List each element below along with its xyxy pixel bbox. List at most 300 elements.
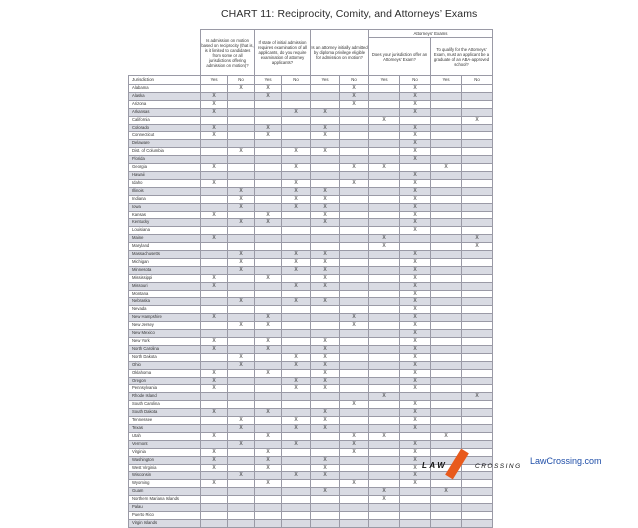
answer-cell — [228, 314, 255, 322]
jurisdiction-name: Wyoming — [129, 480, 201, 488]
answer-cell: X — [282, 164, 311, 172]
answer-cell — [340, 472, 369, 480]
answer-cell — [369, 409, 400, 417]
answer-cell — [431, 338, 462, 346]
answer-cell — [369, 448, 400, 456]
answer-cell — [369, 480, 400, 488]
answer-cell — [462, 440, 493, 448]
answer-cell — [228, 393, 255, 401]
answer-cell: X — [311, 409, 340, 417]
answer-cell — [400, 164, 431, 172]
answer-cell: X — [201, 448, 228, 456]
answer-cell — [311, 322, 340, 330]
answer-cell — [311, 480, 340, 488]
answer-cell — [431, 369, 462, 377]
answer-cell: X — [228, 203, 255, 211]
answer-cell — [462, 290, 493, 298]
answer-cell — [228, 140, 255, 148]
answer-cell: X — [311, 266, 340, 274]
answer-cell — [340, 456, 369, 464]
answer-cell — [431, 385, 462, 393]
answer-cell — [228, 306, 255, 314]
answer-cell — [340, 187, 369, 195]
answer-cell — [311, 179, 340, 187]
answer-cell: X — [369, 488, 400, 496]
answer-cell: X — [340, 100, 369, 108]
answer-cell: X — [282, 298, 311, 306]
answer-cell — [431, 108, 462, 116]
answer-cell: X — [400, 464, 431, 472]
answer-cell — [255, 472, 282, 480]
answer-cell: X — [282, 203, 311, 211]
answer-cell: X — [201, 314, 228, 322]
answer-cell — [282, 92, 311, 100]
table-row — [129, 393, 493, 401]
answer-cell: X — [311, 274, 340, 282]
answer-cell — [431, 298, 462, 306]
table-row — [129, 243, 493, 251]
table-row — [129, 116, 493, 124]
answer-cell: X — [400, 85, 431, 93]
answer-cell: X — [400, 369, 431, 377]
answer-cell: X — [400, 211, 431, 219]
answer-cell — [311, 393, 340, 401]
answer-cell: X — [255, 345, 282, 353]
answer-cell: X — [400, 338, 431, 346]
answer-cell — [311, 227, 340, 235]
answer-cell — [201, 251, 228, 259]
answer-cell — [431, 156, 462, 164]
answer-cell — [340, 369, 369, 377]
answer-cell — [340, 393, 369, 401]
answer-cell — [201, 290, 228, 298]
answer-cell: X — [228, 148, 255, 156]
answer-cell: X — [255, 480, 282, 488]
answer-cell — [340, 124, 369, 132]
document-page — [120, 0, 504, 525]
answer-cell: X — [255, 219, 282, 227]
header-exam-group — [369, 30, 493, 76]
answer-cell: X — [282, 377, 311, 385]
jurisdiction-name: Nebraska — [129, 298, 201, 306]
answer-cell: X — [282, 440, 311, 448]
table-row — [129, 298, 493, 306]
answer-cell — [431, 345, 462, 353]
answer-cell — [369, 92, 400, 100]
answer-cell: X — [282, 282, 311, 290]
answer-cell — [282, 345, 311, 353]
answer-cell — [311, 85, 340, 93]
answer-cell: X — [400, 92, 431, 100]
answer-cell — [462, 124, 493, 132]
answer-cell: X — [340, 314, 369, 322]
answer-cell: X — [228, 361, 255, 369]
answer-cell — [431, 480, 462, 488]
answer-cell — [255, 385, 282, 393]
lawcrossing-logo[interactable] — [421, 451, 529, 477]
table-row — [129, 385, 493, 393]
answer-cell — [431, 171, 462, 179]
answer-cell: X — [201, 235, 228, 243]
answer-cell — [431, 251, 462, 259]
answer-cell — [431, 187, 462, 195]
jurisdiction-name: Dist. of Columbia — [129, 148, 201, 156]
answer-cell — [462, 424, 493, 432]
yes-header: Yes — [431, 76, 462, 85]
answer-cell: X — [400, 314, 431, 322]
answer-cell — [282, 464, 311, 472]
answer-cell — [311, 330, 340, 338]
answer-cell — [255, 179, 282, 187]
no-header: No — [340, 76, 369, 85]
answer-cell — [228, 211, 255, 219]
jurisdiction-name: Indiana — [129, 195, 201, 203]
answer-cell: X — [311, 417, 340, 425]
answer-cell — [228, 504, 255, 512]
jurisdiction-name: California — [129, 116, 201, 124]
answer-cell — [462, 85, 493, 93]
answer-cell — [340, 361, 369, 369]
answer-cell — [311, 290, 340, 298]
answer-cell: X — [340, 322, 369, 330]
answer-cell — [431, 417, 462, 425]
answer-cell — [311, 432, 340, 440]
answer-cell — [431, 179, 462, 187]
answer-cell — [228, 432, 255, 440]
answer-cell: X — [228, 251, 255, 259]
answer-cell: X — [400, 409, 431, 417]
answer-cell — [255, 156, 282, 164]
jurisdiction-name: Pennsylvania — [129, 385, 201, 393]
answer-cell — [431, 377, 462, 385]
answer-cell: X — [255, 211, 282, 219]
table-row — [129, 377, 493, 385]
answer-cell — [228, 488, 255, 496]
answer-cell: X — [282, 148, 311, 156]
answer-cell — [340, 148, 369, 156]
table-row — [129, 92, 493, 100]
no-header: No — [462, 76, 493, 85]
table-row — [129, 417, 493, 425]
jurisdiction-name: New Jersey — [129, 322, 201, 330]
answer-cell — [340, 227, 369, 235]
answer-cell: X — [255, 456, 282, 464]
footer-link[interactable]: LawCrossing.com — [530, 456, 602, 466]
answer-cell — [431, 148, 462, 156]
answer-cell — [282, 456, 311, 464]
answer-cell: X — [400, 227, 431, 235]
no-header: No — [400, 76, 431, 85]
answer-cell — [282, 393, 311, 401]
table-row — [129, 85, 493, 93]
answer-cell: X — [282, 108, 311, 116]
answer-cell: X — [228, 298, 255, 306]
jurisdiction-name: Utah — [129, 432, 201, 440]
answer-cell — [369, 424, 400, 432]
table-row — [129, 401, 493, 409]
answer-cell — [462, 385, 493, 393]
answer-cell: X — [201, 211, 228, 219]
answer-cell — [340, 171, 369, 179]
answer-cell: X — [400, 258, 431, 266]
answer-cell: X — [400, 132, 431, 140]
answer-cell: X — [400, 219, 431, 227]
answer-cell: X — [201, 345, 228, 353]
table-row — [129, 314, 493, 322]
answer-cell: X — [311, 298, 340, 306]
table-row — [129, 432, 493, 440]
answer-cell — [228, 511, 255, 519]
answer-cell — [462, 282, 493, 290]
answer-cell — [431, 511, 462, 519]
answer-cell: X — [400, 108, 431, 116]
answer-cell: X — [340, 440, 369, 448]
answer-cell — [369, 504, 400, 512]
answer-cell: X — [462, 116, 493, 124]
table-row — [129, 306, 493, 314]
answer-cell: X — [369, 235, 400, 243]
answer-cell — [201, 219, 228, 227]
chart-title: CHART 11: Reciprocity, Comity, and Attorneys’ Exams — [221, 8, 478, 20]
answer-cell — [462, 496, 493, 504]
answer-cell — [462, 274, 493, 282]
answer-cell — [282, 100, 311, 108]
table-row — [129, 290, 493, 298]
answer-cell: X — [400, 195, 431, 203]
answer-cell — [282, 211, 311, 219]
answer-cell — [369, 187, 400, 195]
answer-cell — [228, 156, 255, 164]
answer-cell — [201, 511, 228, 519]
answer-cell: X — [201, 369, 228, 377]
answer-cell: X — [282, 187, 311, 195]
answer-cell — [201, 195, 228, 203]
jurisdiction-name: Maryland — [129, 243, 201, 251]
answer-cell — [228, 409, 255, 417]
answer-cell — [431, 282, 462, 290]
jurisdiction-name: Puerto Rico — [129, 511, 201, 519]
answer-cell — [462, 504, 493, 512]
answer-cell — [340, 219, 369, 227]
answer-cell — [255, 203, 282, 211]
jurisdiction-name: Alaska — [129, 92, 201, 100]
answer-cell — [462, 132, 493, 140]
answer-cell — [282, 448, 311, 456]
answer-cell — [431, 361, 462, 369]
answer-cell — [462, 480, 493, 488]
answer-cell — [228, 385, 255, 393]
answer-cell: X — [311, 195, 340, 203]
answer-cell: X — [228, 322, 255, 330]
answer-cell: X — [369, 116, 400, 124]
answer-cell: X — [282, 258, 311, 266]
answer-cell: X — [431, 164, 462, 172]
answer-cell: X — [311, 338, 340, 346]
answer-cell — [462, 171, 493, 179]
answer-cell: X — [201, 124, 228, 132]
answer-cell — [340, 140, 369, 148]
answer-cell: X — [255, 132, 282, 140]
answer-cell — [462, 519, 493, 527]
answer-cell — [201, 472, 228, 480]
answer-cell — [228, 274, 255, 282]
answer-cell — [228, 116, 255, 124]
jurisdiction-name: North Carolina — [129, 345, 201, 353]
answer-cell — [369, 369, 400, 377]
answer-cell: X — [201, 385, 228, 393]
answer-cell: X — [311, 456, 340, 464]
answer-cell — [255, 353, 282, 361]
answer-cell: X — [255, 409, 282, 417]
table-row — [129, 274, 493, 282]
answer-cell — [282, 306, 311, 314]
jurisdiction-name: Missouri — [129, 282, 201, 290]
answer-cell: X — [400, 100, 431, 108]
answer-cell — [369, 258, 400, 266]
answer-cell — [369, 306, 400, 314]
answer-cell — [369, 314, 400, 322]
answer-cell — [282, 330, 311, 338]
answer-cell: X — [228, 258, 255, 266]
header-q1: Is admission on motion based on reciprocity (that is, is it limited to candidates from some or all jurisdictions offering admission on motion)? — [201, 30, 255, 76]
answer-cell: X — [400, 187, 431, 195]
answer-cell — [228, 464, 255, 472]
answer-cell — [431, 227, 462, 235]
answer-cell: X — [340, 401, 369, 409]
answer-cell: X — [400, 124, 431, 132]
answer-cell — [201, 519, 228, 527]
answer-cell — [369, 195, 400, 203]
answer-cell — [462, 164, 493, 172]
answer-cell — [228, 338, 255, 346]
answer-cell — [282, 432, 311, 440]
answer-cell — [462, 298, 493, 306]
jurisdiction-name: Oklahoma — [129, 369, 201, 377]
answer-cell — [311, 100, 340, 108]
answer-cell: X — [228, 187, 255, 195]
answer-cell — [282, 243, 311, 251]
answer-cell — [462, 417, 493, 425]
answer-cell — [369, 140, 400, 148]
answer-cell — [462, 140, 493, 148]
answer-cell — [311, 164, 340, 172]
answer-cell — [462, 148, 493, 156]
answer-cell — [462, 361, 493, 369]
jurisdiction-name: Virginia — [129, 448, 201, 456]
answer-cell — [282, 227, 311, 235]
answer-cell — [340, 496, 369, 504]
header-attorneys-exams: Attorneys’ Exams — [369, 30, 492, 38]
jurisdiction-name: Idaho — [129, 179, 201, 187]
answer-cell — [369, 464, 400, 472]
answer-cell — [369, 179, 400, 187]
answer-cell — [282, 124, 311, 132]
answer-cell — [431, 124, 462, 132]
answer-cell — [340, 298, 369, 306]
answer-cell — [201, 171, 228, 179]
table-row — [129, 266, 493, 274]
answer-cell — [255, 235, 282, 243]
answer-cell — [201, 187, 228, 195]
answer-cell: X — [431, 488, 462, 496]
answer-cell: X — [201, 108, 228, 116]
table-row — [129, 171, 493, 179]
answer-cell — [369, 330, 400, 338]
jurisdiction-name: Iowa — [129, 203, 201, 211]
answer-cell: X — [369, 393, 400, 401]
jurisdiction-name: Colorado — [129, 124, 201, 132]
answer-cell: X — [255, 322, 282, 330]
yes-no-header-row — [129, 76, 493, 85]
answer-cell: X — [311, 369, 340, 377]
answer-cell — [255, 108, 282, 116]
answer-cell — [282, 409, 311, 417]
answer-cell — [201, 330, 228, 338]
table-row — [129, 203, 493, 211]
answer-cell: X — [400, 203, 431, 211]
answer-cell — [340, 195, 369, 203]
answer-cell — [201, 258, 228, 266]
answer-cell — [369, 171, 400, 179]
answer-cell — [340, 258, 369, 266]
answer-cell: X — [201, 480, 228, 488]
answer-cell — [340, 464, 369, 472]
jurisdiction-name: Minnesota — [129, 266, 201, 274]
answer-cell — [311, 448, 340, 456]
answer-cell — [282, 314, 311, 322]
answer-cell — [369, 361, 400, 369]
answer-cell — [228, 377, 255, 385]
answer-cell — [369, 353, 400, 361]
answer-cell — [340, 282, 369, 290]
answer-cell — [369, 156, 400, 164]
answer-cell — [282, 290, 311, 298]
answer-cell — [462, 227, 493, 235]
answer-cell — [311, 519, 340, 527]
answer-cell — [462, 369, 493, 377]
answer-cell: X — [282, 353, 311, 361]
answer-cell — [228, 519, 255, 527]
answer-cell — [201, 322, 228, 330]
answer-cell — [369, 124, 400, 132]
table-row — [129, 424, 493, 432]
answer-cell — [369, 385, 400, 393]
table-row — [129, 353, 493, 361]
answer-cell: X — [201, 432, 228, 440]
answer-cell — [228, 401, 255, 409]
answer-cell — [340, 504, 369, 512]
answer-cell — [340, 417, 369, 425]
answer-cell — [369, 211, 400, 219]
answer-cell — [369, 472, 400, 480]
answer-cell — [282, 496, 311, 504]
answer-cell — [282, 511, 311, 519]
answer-cell: X — [201, 456, 228, 464]
jurisdiction-name: Alabama — [129, 85, 201, 93]
answer-cell — [462, 219, 493, 227]
answer-cell — [255, 306, 282, 314]
answer-cell: X — [369, 164, 400, 172]
answer-cell — [462, 195, 493, 203]
answer-cell — [228, 456, 255, 464]
no-header: No — [228, 76, 255, 85]
answer-cell — [369, 401, 400, 409]
answer-cell — [201, 243, 228, 251]
answer-cell — [340, 132, 369, 140]
answer-cell — [201, 148, 228, 156]
answer-cell — [431, 85, 462, 93]
answer-cell — [462, 377, 493, 385]
